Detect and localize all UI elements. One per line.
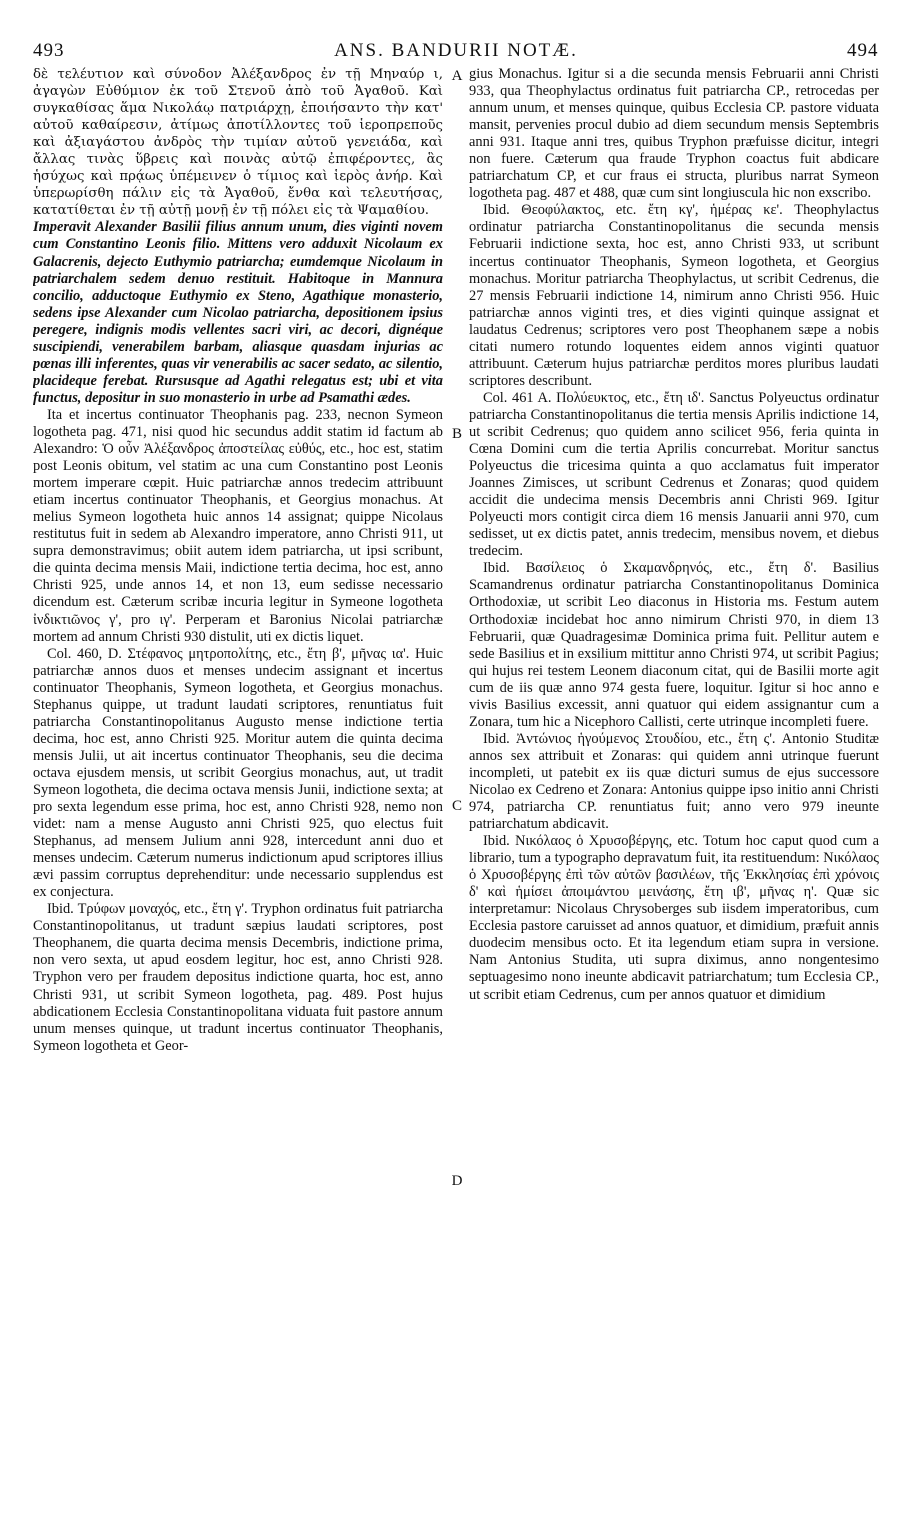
paragraph: Ibid. Ἀντώνιος ἡγούμενος Στουδίου, etc., ἔτη ς'. Antonio Studitæ annos sex attribuit et Zonaras: qui quidem anni utrinque fuerunt incompleti, ut patebit ex iis quæ dicturi sumus de ejus successore Nicolao ex Cedreno et Zonara: Antonius quippe ipso initio anni Christi 974, patriarcha CP. renuntiatus fuit; anno vero 979 ineunte patriarchatum abdicavit.: [469, 730, 879, 833]
paragraph: gius Monachus. Igitur si a die secunda mensis Februarii anni Christi 933, qua Theophylactus ordinatus fuit patriarcha CP., retrocedas per annum unum, et menses quinque, quibus Ecclesia CP. pastore viduata mansit, pervenies procul dubio ad diem secundum mensis Septembris anni 931. Itaque anni tres, quibus Tryphon præfuisse dicitur, integri non fuere. Cæterum qua fraude Tryphon coactus fuit abdicare patriarchatum CP, et cur fraus ei structa, pluribus narrat Symeon logotheta pag. 487 et 488, quæ cum sint longiuscula hic non exscribo.: [469, 66, 879, 202]
right-text-column: [469, 66, 879, 1536]
paragraph: Ibid. Νικόλαος ὁ Χρυσοβέργης, etc. Totum hoc caput quod cum a librario, tum a typographo depravatum fuit, ita restituendum: Νικόλαος ὁ Χρυσοβέργης ἐπὶ τῶν αὐτῶν βασιλέων, τῆς Ἐκκλησίας ἐπὶ χρόνοις δ' καὶ ἡμίσει ἀποιμάντου μεινάσης, ἔτη ιβ', μῆνας η'. Quæ sic interpretamur: Nicolaus Chrysoberges sub iisdem imperatoribus, cum Ecclesia pastore caruisset ad annos quatuor, et dimidium, præfuit annis duodecim mensibus octo. Et ita legendum etiam supra in versione. Nam Antonius Studita, uti supra diximus, anno nongentesimo septuagesimo nono ineunte abdicavit patriarchatum; tum Ecclesia CP., ut scribit etiam Cedrenus, cum per annos quatuor et dimidium: [469, 833, 879, 1003]
margin-letter-c: C: [451, 798, 462, 814]
paragraph: Ibid. Τρύφων μοναχός, etc., ἔτη γ'. Tryphon ordinatus fuit patriarcha Constantinopolitanus, ut tradunt sæpius laudati scriptores, post Theophanem, die quarta decima mensis Decembris, indictione prima, non vero sexta, ut apud eosdem legitur, hoc est, anno Christi 928. Tryphon vero per fraudem depositus indictione quarta, hoc est, anno Christi 931, ut scribit Symeon logotheta, pag. 489. Post hujus abdicationem Ecclesia Constantinopolitana viduata fuit pastore annum unum menses quinque, ut tradunt incertus continuator Theophanis, Symeon logotheta et Geor-: [33, 901, 443, 1054]
paragraph: Ita et incertus continuator Theophanis pag. 233, necnon Symeon logotheta pag. 471, nisi quod hic secundus addit statim id factum ab Alexandro: Ὁ οὖν Ἀλέξανδρος ἀποστείλας εὐθύς, etc., hoc est, statim post Leonis obitum, vel statim ac una cum Constantino post Leonis mortem imperare cœpit. Huic patriarchæ annos tredecim attribuunt etiam incertus continuator Theophanis, et Georgius monachus. At melius Symeon logotheta huic annos 14 assignat; quippe Nicolaus restitutus fuit in sedem ab Alexandro imperatore, anno Christi 911, ut supra demonstravimus; obiit autem idem patriarcha, ut ipsi scribunt, die quinta decima mensis Maii, indictione tertia decima, hoc est, anno Christi 925, unde annos 14, et non 13, eum sedisse necessario dicendum est. Cæterum scribæ incuria legitur in Symeone logotheta ἰνδικτιῶνος γ', pro ιγ'. Perperam et Baronius Nicolai patriarchæ mortem ad annum Christi 930 distulit, uti ex dictis liquet.: [33, 406, 443, 645]
paragraph: Ibid. Βασίλειος ὁ Σκαμανδρηνός, etc., ἔτη δ'. Basilius Scamandrenus ordinatur patriarcha Constantinopolitanus Dominica Orthodoxiæ, ut scribit Leo diaconus in Historia ms. Festum autem Orthodoxiæ incidebat hoc anno nimirum Christi 970, in diem 13 Februarii, quæ Quadragesimæ Dominica prima fuit. Pellitur autem e sede Basilius et in exsilium mittitur anno Christi 974, ut scribit Pagius; qui hujus rei testem Leonem diaconum citat, qui de Basilii morte agit cum de iis quæ anno 974 gesta fuere, loquitur. Igitur si hoc anno e vivis Basilius excessit, anni quatuor qui eidem assignantur cum a Zonara, tum hic a Nicephoro Callisti, certe utrinque incompleti fuere.: [469, 560, 879, 730]
page-number-left: 493: [33, 40, 65, 61]
margin-letter-b: B: [451, 426, 462, 442]
running-title: ANS. BANDURII NOTÆ.: [334, 40, 578, 61]
paragraph: Imperavit Alexander Basilii filius annum unum, dies viginti novem cum Constantino Leonis filio. Mittens vero adduxit Nicolaum ex Galacrenis, dejecto Euthymio patriarcha; eumdemque Nicolaum in patriarchalem sedem denuo restituit. Habitoque in Mannura concilio, adductoque Euthymio ex Steno, Agathique monasterio, sedens ipse Alexander cum Nicolao patriarcha, depositionem ipsius peregere, indignis modis vellentes sacri viri, ac decori, dignéque suscipiendi, venerabilem barbam, aliasque quasdam injurias ac pœnas illi inferentes, quas vir venerabilis ac sacer sedato, ac silentio, placideque ferebat. Rursusque ad Agathi relegatus est; ubi et vita functus, depositur in suo monasterio in urbe ad Psamathi ædes.: [33, 219, 443, 406]
paragraph: δὲ τελέυτιον καὶ σύνοδον Ἀλέξανδρος ἐν τῇ Μηναύρ ι, ἀγαγὼν Εὐθύμιον ἐκ τοῦ Στενοῦ ἀπὸ τοῦ Ἀγαθοῦ. Καὶ συγκαθίσας ἅμα Νικολάῳ πατριάρχῃ, ἐποιήσαντο τὴν κατ' αὐτοῦ καθαίρεσιν, ἀτίμως ἀποτίλλοντες τοῦ ἱεροπρεποῦς καὶ ἀξιαγάστου ἀνδρὸς τὴν τιμίαν αὐτοῦ γενειάδα, καὶ ἄλλας τινὰς ὕβρεις καὶ ποινὰς αὐτῷ ἐπιφέροντες, ἃς ἡσύχως καὶ πρᾴως ὑπέμεινεν ὁ τίμιος καὶ ἱερὸς ἀνήρ. Καὶ ὑπερωρίσθη πάλιν εἰς τὰ Ἀγαθοῦ, ἔνθα καὶ τελευτήσας, κατατίθεται ἐν τῇ αὐτῇ μονῇ ἐν τῇ πόλει εἰς τὰ Ψαμαθίου.: [33, 67, 443, 219]
paragraph: Col. 460, D. Στέφανος μητροπολίτης, etc., ἔτη β', μῆνας ια'. Huic patriarchæ annos duos et menses undecim assignant et incertus continuator Theophanis, Symeon logotheta, et Georgius monachus. Stephanus quippe, ut tradunt laudati scriptores, renuntiatus fuit patriarcha Constantinopolitanus Augusto mense indictione tertia decima, hoc est, anno Christi 925. Moritur autem die quinta decima mensis Julii, ut ait incertus continuator Theophanis, seu die decima octava ejusdem mensis, ut scribit Georgius monachus, aut, ut tradit Symeon logotheta, die decima octava mensis Junii, indictione sexta; at pro sexta legendum esse prima, hoc est, anno Christi 928, nemo non videt: nam a mense Augusto anni Christi 925, quo electus fuit Stephanus, ad mensem Julium anni 928, intercedunt anni duo et menses undecim. Cæterum numerus indictionum apud scriptores illius ævi passim corruptus deprehenditur: unde necessario supplendus est ex conjectura.: [33, 645, 443, 901]
paragraph: Col. 461 A. Πολύευκτος, etc., ἔτη ιδ'. Sanctus Polyeuctus ordinatur patriarcha Constantinopolitanus die tertia mensis Aprilis indictione 14, ut scribit Cedrenus; quo quidem anno scilicet 956, feria quinta in Cœna Domini cum die tertia Aprilis concurrebat. Moritur sanctus Polyeuctus die tricesima quinta a quo acclamatus fuit imperator Joannes Zimisces, ut scribunt Cedrenus et Zonaras; quod quidem accidit die undecima mensis Decembris anni Christi 969. Igitur Polyeucti mors contigit circa diem 16 mensis Januarii anni 970, cum sedisset, ut ex dictis patet, annis tredecim, mensibus novem, et diebus tredecim.: [469, 389, 879, 560]
paragraph: Ibid. Θεοφύλακτος, etc. ἔτη κγ', ἡμέρας κε'. Theophylactus ordinatur patriarcha Constantinopolitanus die secunda mensis Februarii indictione sexta, hoc est, anno Christi 933, ut scribunt incertus continuator Theophanis, Symeon logotheta, et Georgius monachus. Moritur patriarcha Theophylactus, ut scribit Cedrenus, die 27 mensis Februarii indictione 14, nimirum anno Christi 956. Huic patriarchæ annos viginti tres, et dies viginti quinque assignat et laudatus Cedrenus; scriptores vero post Theophanem sæpe a nobis citati numero rotundo loquentes eidem annos viginti quatuor attribuunt. Cæterum hujus patriarchæ perditos mores pluribus laudati scriptores describunt.: [469, 202, 879, 389]
margin-letter-d: D: [451, 1173, 463, 1189]
page-header: [0, 40, 912, 64]
left-text-column: [33, 66, 443, 1536]
margin-letter-a: A: [451, 68, 463, 84]
page-number-right: 494: [847, 40, 879, 61]
